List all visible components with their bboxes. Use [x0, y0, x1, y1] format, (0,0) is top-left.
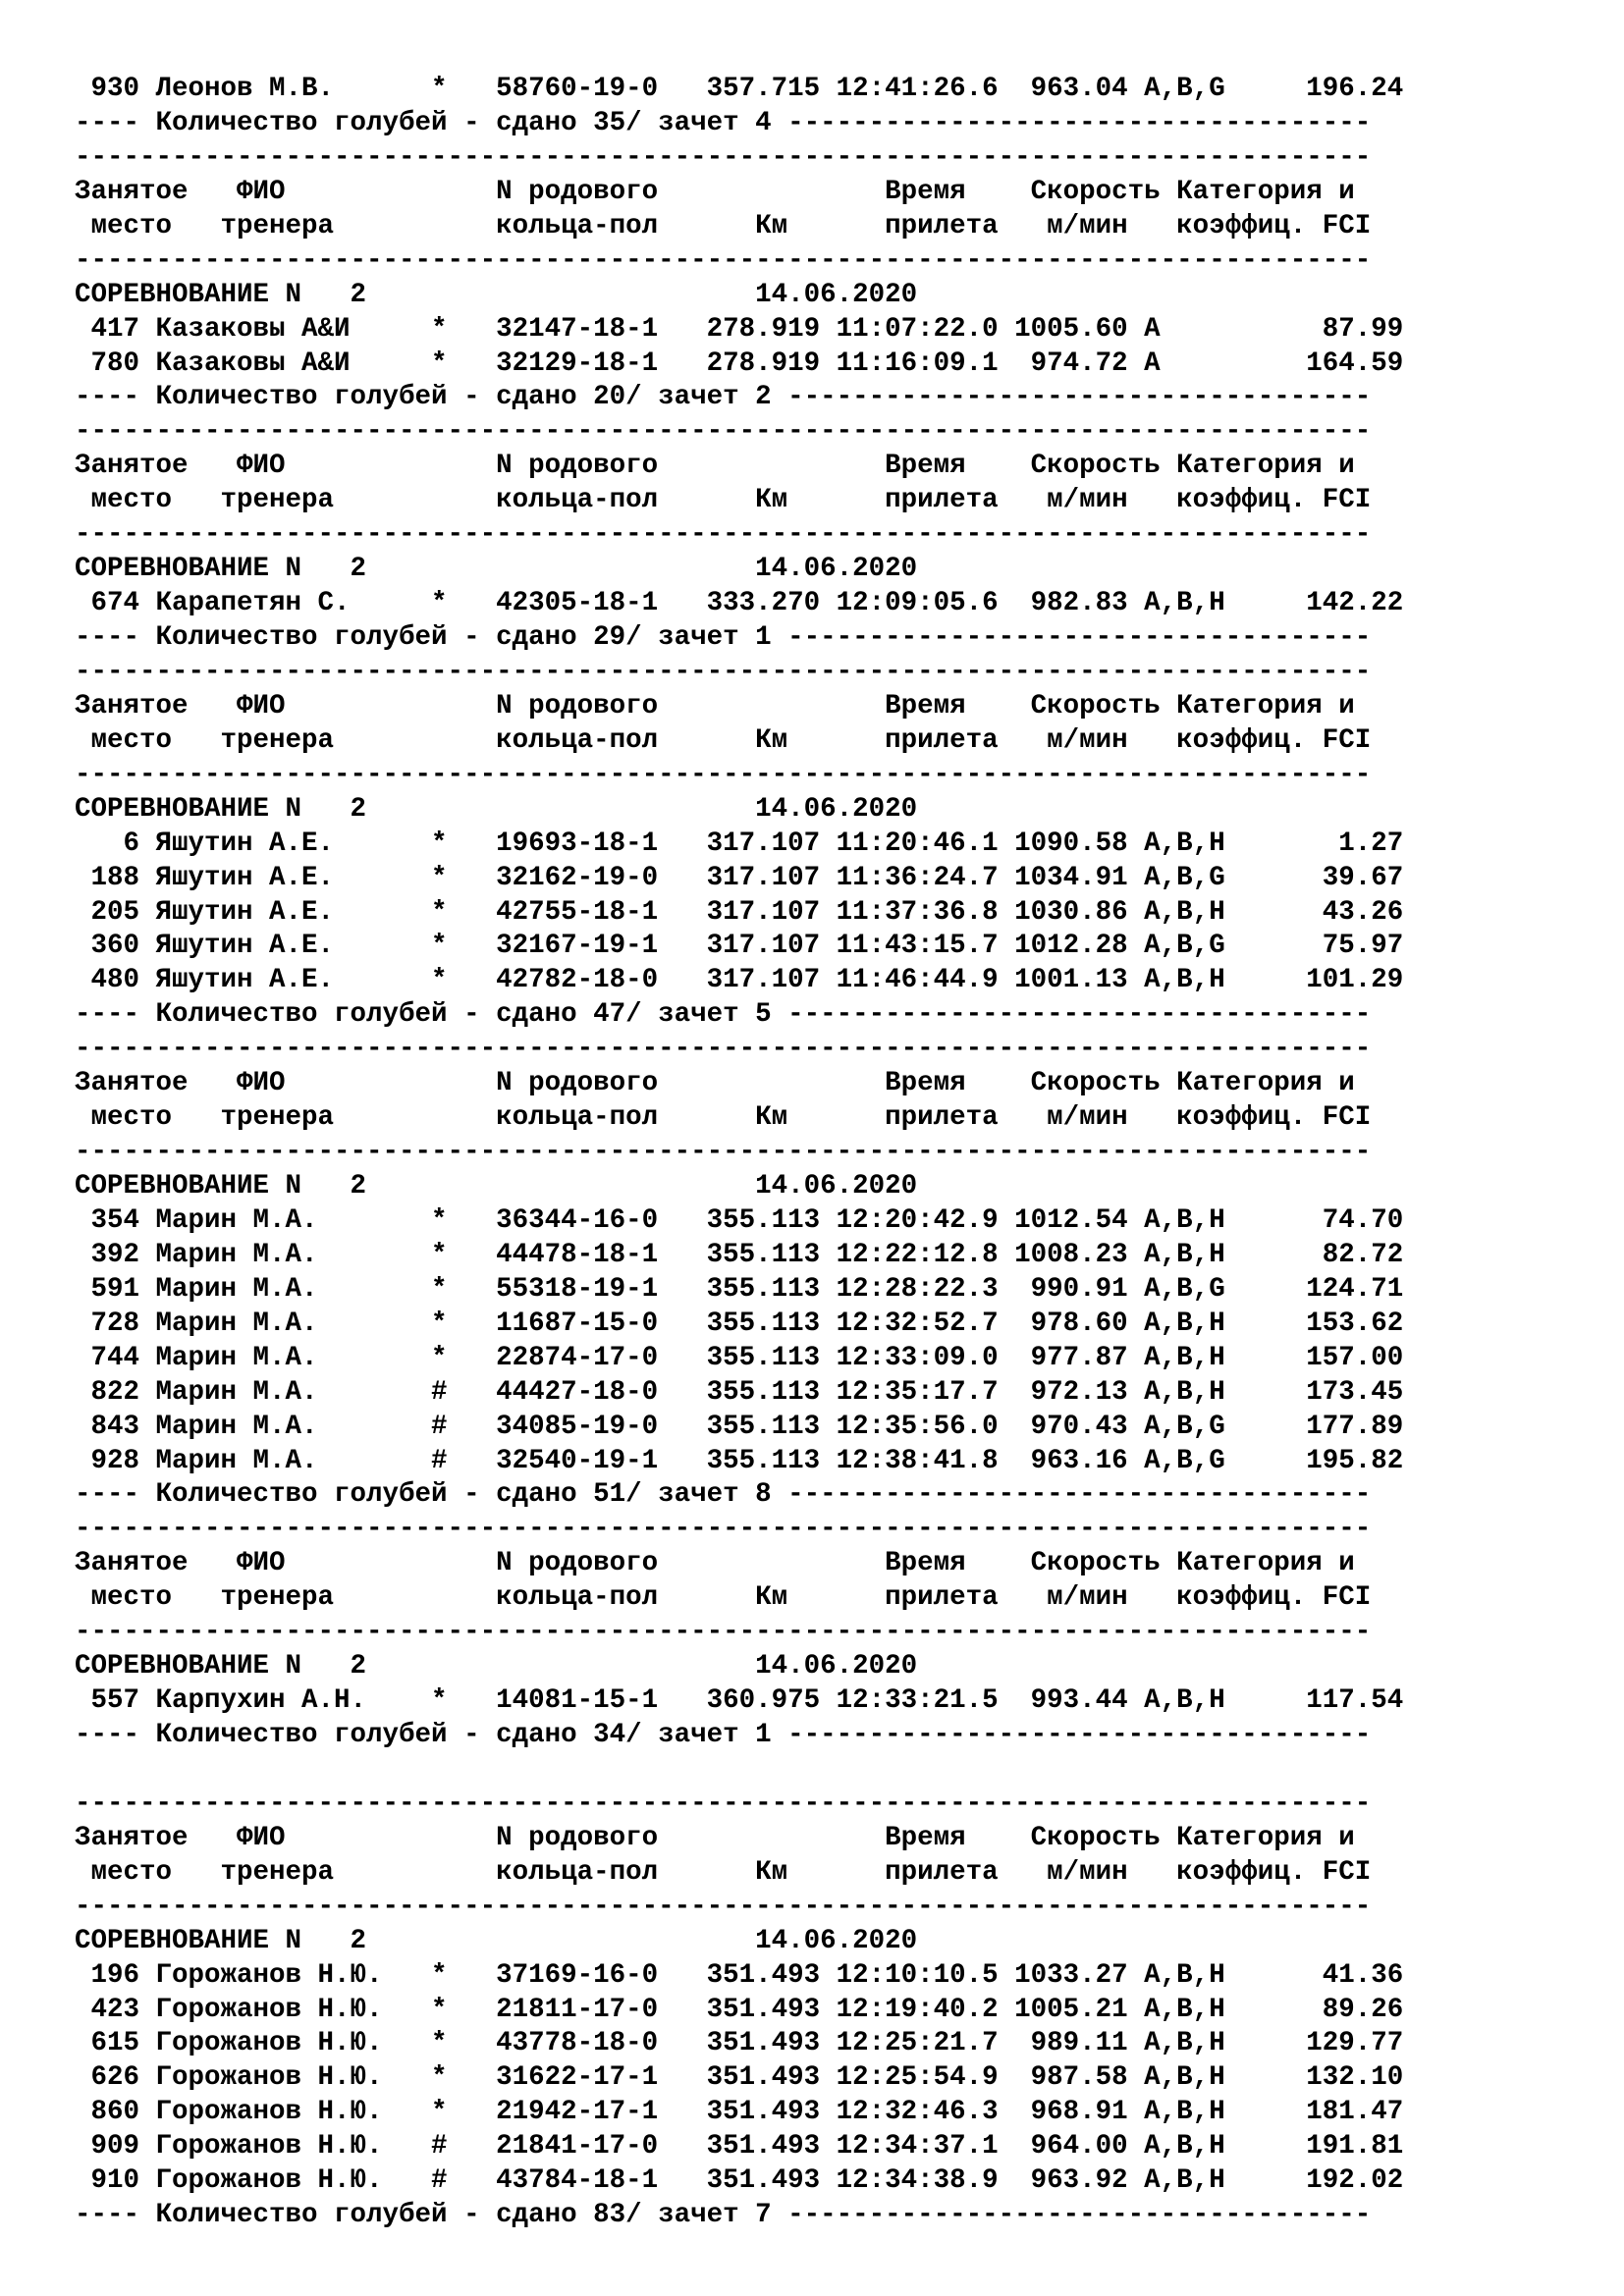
separator-line: --------------------------------------------------------------------------------	[75, 759, 1372, 790]
result-row: 860 Горожанов Н.Ю. * 21942-17-1 351.493 12:32:46.3 968.91 A,B,H 181.47	[75, 2097, 1404, 2128]
result-row: 392 Марин М.А. * 44478-18-1 355.113 12:22:12.8 1008.23 A,B,H 82.72	[75, 1239, 1404, 1270]
pigeon-count-summary: ---- Количество голубей - сдано 35/ зачет 4 ------------------------------------	[75, 107, 1372, 138]
result-row: 591 Марин М.А. * 55318-19-1 355.113 12:28:22.3 990.91 A,B,G 124.71	[75, 1273, 1404, 1305]
result-row: 557 Карпухин А.Н. * 14081-15-1 360.975 12:33:21.5 993.44 A,B,H 117.54	[75, 1685, 1404, 1717]
column-header-row-1: Занятое ФИО N родового Время Скорость Категория и	[75, 176, 1355, 207]
result-row: 417 Казаковы А&И * 32147-18-1 278.919 11:07:22.0 1005.60 A 87.99	[75, 313, 1404, 345]
pigeon-count-summary: ---- Количество голубей - сдано 29/ зачет 1 ------------------------------------	[75, 622, 1372, 653]
column-header-row-1: Занятое ФИО N родового Время Скорость Категория и	[75, 451, 1355, 482]
result-row: 626 Горожанов Н.Ю. * 31622-17-1 351.493 12:25:54.9 987.58 A,B,H 132.10	[75, 2062, 1404, 2094]
column-header-row-2: место тренера кольца-пол Км прилета м/мин коэффиц. FCI	[75, 1582, 1372, 1614]
result-row: 843 Марин М.А. # 34085-19-0 355.113 12:35:56.0 970.43 A,B,G 177.89	[75, 1411, 1404, 1442]
separator-line: --------------------------------------------------------------------------------	[75, 244, 1372, 276]
competition-heading: СОРЕВНОВАНИЕ N 2 14.06.2020	[75, 793, 918, 825]
column-header-row-2: место тренера кольца-пол Км прилета м/мин коэффиц. FCI	[75, 485, 1372, 516]
separator-line: --------------------------------------------------------------------------------	[75, 1514, 1372, 1545]
result-row: 6 Яшутин А.Е. * 19693-18-1 317.107 11:20:46.1 1090.58 A,B,H 1.27	[75, 828, 1404, 859]
separator-line: --------------------------------------------------------------------------------	[75, 1034, 1372, 1065]
blank-line	[75, 1753, 1565, 1788]
separator-line: --------------------------------------------------------------------------------	[75, 519, 1372, 551]
column-header-row-2: место тренера кольца-пол Км прилета м/мин коэффиц. FCI	[75, 1102, 1372, 1134]
competition-heading: СОРЕВНОВАНИЕ N 2 14.06.2020	[75, 1651, 918, 1682]
result-row: 930 Леонов М.В. * 58760-19-0 357.715 12:41:26.6 963.04 A,B,G 196.24	[75, 74, 1404, 104]
result-row: 928 Марин М.А. # 32540-19-1 355.113 12:38:41.8 963.16 A,B,G 195.82	[75, 1445, 1404, 1476]
separator-line: --------------------------------------------------------------------------------	[75, 1617, 1372, 1648]
pigeon-count-summary: ---- Количество голубей - сдано 51/ зачет 8 ------------------------------------	[75, 1479, 1372, 1511]
separator-line: --------------------------------------------------------------------------------	[75, 1137, 1372, 1168]
race-results-report	[75, 73, 1565, 2233]
result-row: 909 Горожанов Н.Ю. # 21841-17-0 351.493 12:34:37.1 964.00 A,B,H 191.81	[75, 2131, 1404, 2163]
result-row: 423 Горожанов Н.Ю. * 21811-17-0 351.493 12:19:40.2 1005.21 A,B,H 89.26	[75, 1994, 1404, 2025]
column-header-row-1: Занятое ФИО N родового Время Скорость Категория и	[75, 1822, 1355, 1853]
result-row: 728 Марин М.А. * 11687-15-0 355.113 12:32:52.7 978.60 A,B,H 153.62	[75, 1308, 1404, 1339]
competition-heading: СОРЕВНОВАНИЕ N 2 14.06.2020	[75, 554, 918, 585]
column-header-row-2: место тренера кольца-пол Км прилета м/мин коэффиц. FCI	[75, 724, 1372, 756]
result-row: 354 Марин М.А. * 36344-16-0 355.113 12:20:42.9 1012.54 A,B,H 74.70	[75, 1204, 1404, 1236]
result-row: 910 Горожанов Н.Ю. # 43784-18-1 351.493 12:34:38.9 963.92 A,B,H 192.02	[75, 2165, 1404, 2197]
separator-line: --------------------------------------------------------------------------------	[75, 1788, 1372, 1819]
column-header-row-1: Занятое ФИО N родового Время Скорость Категория и	[75, 690, 1355, 721]
competition-heading: СОРЕВНОВАНИЕ N 2 14.06.2020	[75, 1171, 918, 1201]
separator-line: --------------------------------------------------------------------------------	[75, 656, 1372, 687]
separator-line: --------------------------------------------------------------------------------	[75, 416, 1372, 448]
pigeon-count-summary: ---- Количество голубей - сдано 20/ зачет 2 ------------------------------------	[75, 382, 1372, 413]
pigeon-count-summary: ---- Количество голубей - сдано 47/ зачет 5 ------------------------------------	[75, 999, 1372, 1031]
result-row: 480 Яшутин А.Е. * 42782-18-0 317.107 11:46:44.9 1001.13 A,B,H 101.29	[75, 965, 1404, 996]
result-row: 360 Яшутин А.Е. * 32167-19-1 317.107 11:43:15.7 1012.28 A,B,G 75.97	[75, 931, 1404, 962]
column-header-row-2: место тренера кольца-пол Км прилета м/мин коэффиц. FCI	[75, 210, 1372, 241]
result-row: 780 Казаковы А&И * 32129-18-1 278.919 11:16:09.1 974.72 A 164.59	[75, 347, 1404, 379]
pigeon-count-summary: ---- Количество голубей - сдано 83/ зачет 7 ------------------------------------	[75, 2200, 1372, 2231]
result-row: 205 Яшутин А.Е. * 42755-18-1 317.107 11:37:36.8 1030.86 A,B,H 43.26	[75, 896, 1404, 928]
column-header-row-1: Занятое ФИО N родового Время Скорость Категория и	[75, 1548, 1355, 1579]
competition-heading: СОРЕВНОВАНИЕ N 2 14.06.2020	[75, 279, 918, 310]
result-row: 674 Карапетян С. * 42305-18-1 333.270 12:09:05.6 982.83 A,B,H 142.22	[75, 588, 1404, 619]
separator-line: --------------------------------------------------------------------------------	[75, 1891, 1372, 1922]
competition-heading: СОРЕВНОВАНИЕ N 2 14.06.2020	[75, 1925, 918, 1956]
column-header-row-1: Занятое ФИО N родового Время Скорость Категория и	[75, 1068, 1355, 1099]
result-row: 615 Горожанов Н.Ю. * 43778-18-0 351.493 12:25:21.7 989.11 A,B,H 129.77	[75, 2028, 1404, 2059]
result-row: 744 Марин М.А. * 22874-17-0 355.113 12:33:09.0 977.87 A,B,H 157.00	[75, 1342, 1404, 1373]
column-header-row-2: место тренера кольца-пол Км прилета м/мин коэффиц. FCI	[75, 1856, 1372, 1888]
result-row: 822 Марин М.А. # 44427-18-0 355.113 12:35:17.7 972.13 A,B,H 173.45	[75, 1376, 1404, 1408]
result-row: 188 Яшутин А.Е. * 32162-19-0 317.107 11:36:24.7 1034.91 A,B,G 39.67	[75, 862, 1404, 893]
result-row: 196 Горожанов Н.Ю. * 37169-16-0 351.493 12:10:10.5 1033.27 A,B,H 41.36	[75, 1959, 1404, 1991]
pigeon-count-summary: ---- Количество голубей - сдано 34/ зачет 1 ------------------------------------	[75, 1720, 1372, 1750]
separator-line: --------------------------------------------------------------------------------	[75, 141, 1372, 173]
